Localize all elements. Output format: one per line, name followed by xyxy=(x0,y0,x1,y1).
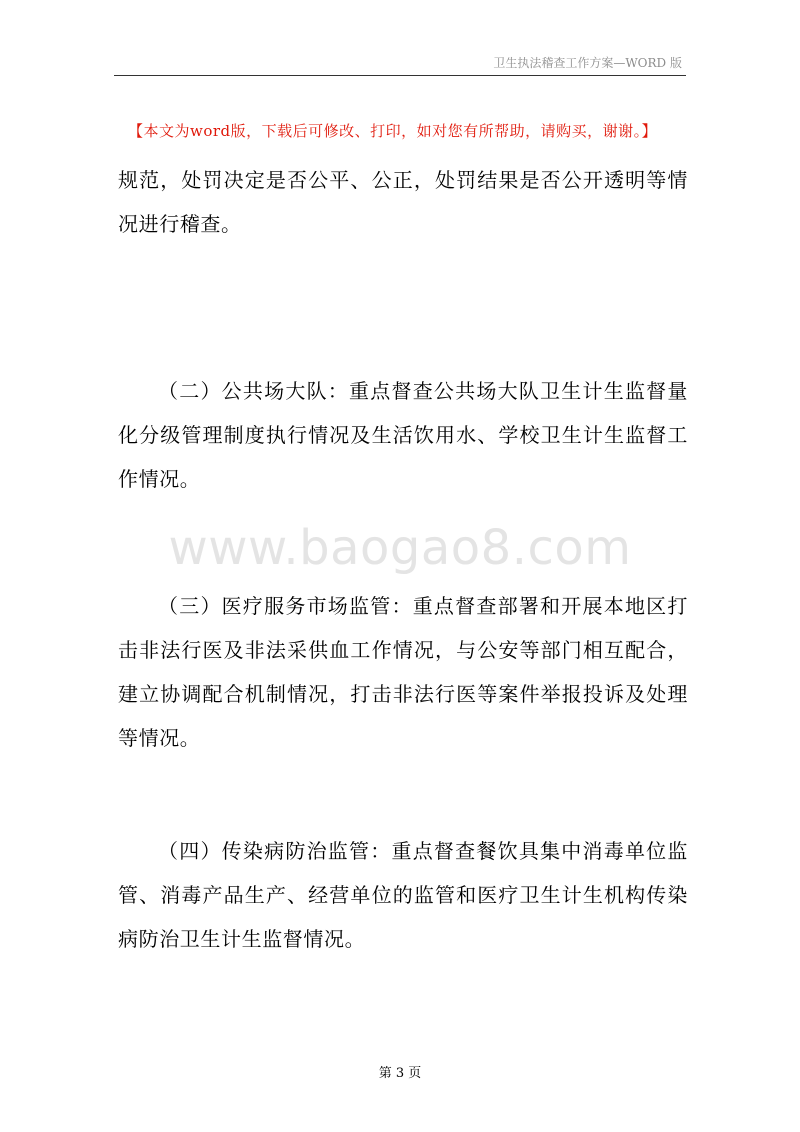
header-divider xyxy=(114,75,686,76)
header-title: 卫生执法稽查工作方案—WORD 版 xyxy=(493,56,682,70)
paragraph-infectious-disease: （四）传染病防治监管：重点督查餐饮具集中消毒单位监管、消毒产品生产、经营单位的监管和医疗卫生计生机构传染病防治卫生计生监督情况。 xyxy=(118,839,688,951)
paragraph-continuation: 规范，处罚决定是否公平、公正，处罚结果是否公开透明等情况进行稽查。 xyxy=(118,168,688,236)
download-notice: 【本文为word版，下载后可修改、打印，如对您有所帮助，请购买，谢谢。】 xyxy=(128,122,658,140)
paragraph-medical-market: （三）医疗服务市场监管：重点督查部署和开展本地区打击非法行医及非法采供血工作情况，与公安等部门相互配合，建立协调配合机制情况，打击非法行医等案件举报投诉及处理等情况。 xyxy=(118,594,688,750)
page-number: 第 3 页 xyxy=(378,1066,422,1081)
watermark: www.baogao8.com xyxy=(168,520,632,576)
paragraph-public-places: （二）公共场大队：重点督查公共场大队卫生计生监督量化分级管理制度执行情况及生活饮用水、学校卫生计生监督工作情况。 xyxy=(118,379,688,491)
